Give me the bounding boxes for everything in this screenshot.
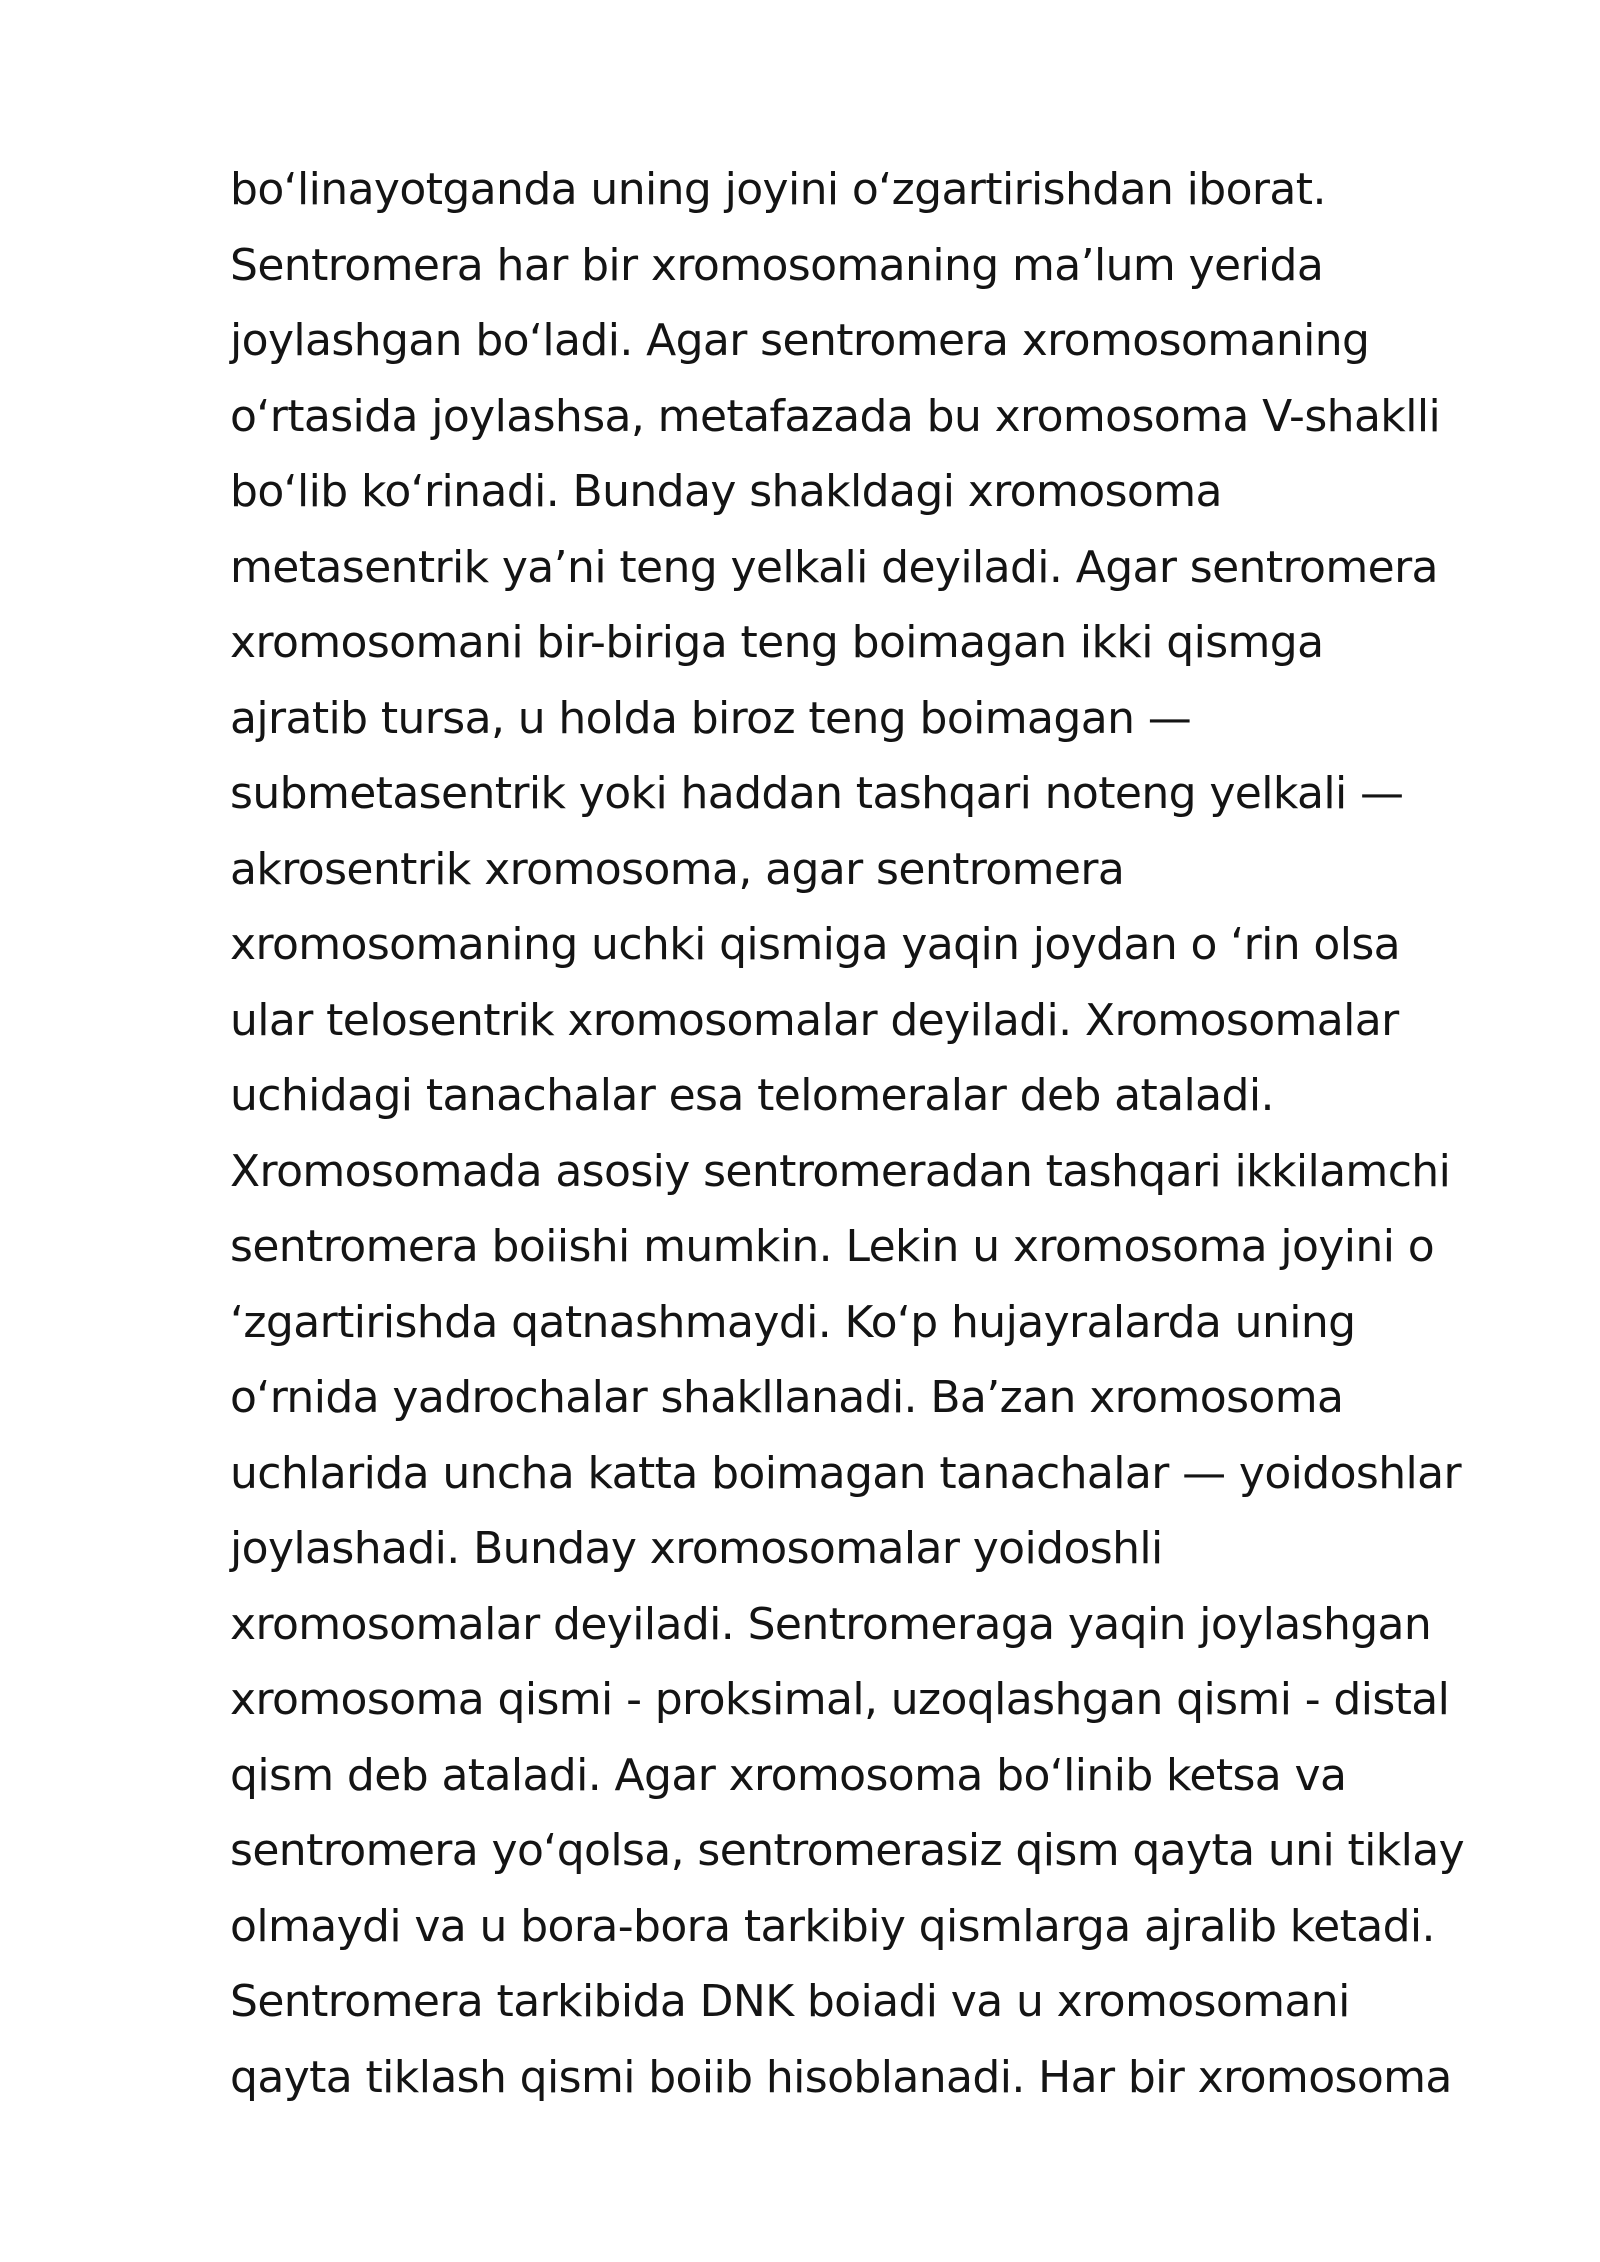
text-line: submetasentrik yoki haddan tashqari noteng yelkali — xyxy=(230,768,1404,819)
text-line: bo‘lib ko‘rinadi. Bunday shakldagi xromosoma xyxy=(230,466,1222,517)
text-line: Xromosomada asosiy sentromeradan tashqari ikkilamchi xyxy=(230,1145,1451,1197)
text-line: xromosomalar deyiladi. Sentromeraga yaqin joylashgan xyxy=(230,1598,1432,1650)
text-line: bo‘linayotganda uning joyini o‘zgartirishdan iborat. xyxy=(230,164,1326,215)
text-line: sentromera yo‘qolsa, sentromerasiz qism qayta uni tiklay xyxy=(230,1825,1465,1876)
text-line: o‘rnida yadrochalar shakllanadi. Ba’zan xromosoma xyxy=(230,1372,1344,1423)
text-line: metasentrik ya’ni teng yelkali deyiladi. Agar sentromera xyxy=(230,541,1438,593)
text-line: Sentromera tarkibida DNK boiadi va u xromosomani xyxy=(230,1976,1350,2027)
text-line: xromosomaning uchki qismiga yaqin joydan o ‘rin olsa xyxy=(230,919,1401,970)
text-line: Sentromera har bir xromosomaning ma’lum yerida xyxy=(230,239,1324,291)
text-line: joylashadi. Bunday xromosomalar yoidoshli xyxy=(230,1523,1163,1574)
text-line: olmaydi va u bora-bora tarkibiy qismlarga ajralib ketadi. xyxy=(230,1900,1435,1952)
text-line: qayta tiklash qismi boiib hisoblanadi. Har bir xromosoma xyxy=(230,2051,1452,2103)
text-line: ‘zgartirishda qatnashmaydi. Ko‘p hujayralarda uning xyxy=(230,1296,1356,1348)
text-line: uchidagi tanachalar esa telomeralar deb ataladi. xyxy=(230,1070,1274,1121)
text-line: joylashgan bo‘ladi. Agar sentromera xromosomaning xyxy=(230,315,1370,366)
text-line: akrosentrik xromosoma, agar sentromera xyxy=(230,843,1125,895)
body-text xyxy=(230,152,1530,2115)
text-line: sentromera boiishi mumkin. Lekin u xromosoma joyini o xyxy=(230,1221,1435,1272)
text-line: ular telosentrik xromosomalar deyiladi. Xromosomalar xyxy=(230,994,1399,1046)
text-line: xromosomani bir-biriga teng boimagan ikki qismga xyxy=(230,617,1324,668)
text-line: qism deb ataladi. Agar xromosoma bo‘linib ketsa va xyxy=(230,1749,1347,1801)
text-line: uchlarida uncha katta boimagan tanachalar — yoidoshlar xyxy=(230,1447,1462,1499)
text-line: o‘rtasida joylashsa, metafazada bu xromosoma V-shaklli xyxy=(230,390,1441,442)
text-line: ajratib tursa, u holda biroz teng boimagan — xyxy=(230,692,1192,744)
text-line: xromosoma qismi - proksimal, uzoqlashgan qismi - distal xyxy=(230,1674,1450,1725)
